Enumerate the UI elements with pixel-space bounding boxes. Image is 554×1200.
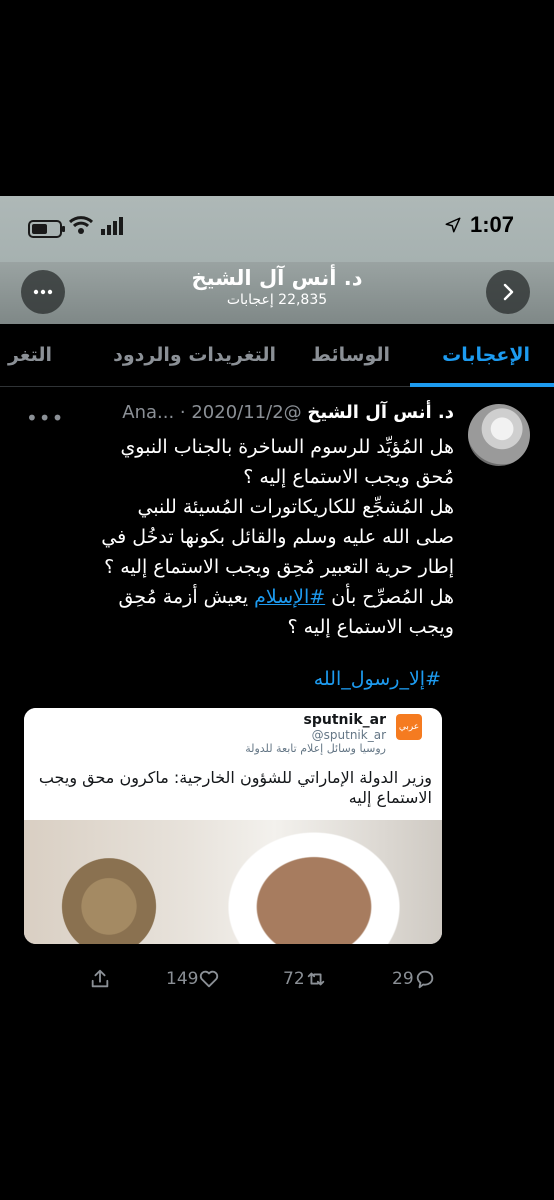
signal-icon	[100, 216, 124, 236]
tweet-date: · 2020/11/2	[179, 402, 284, 423]
tweet-more-icon[interactable]: •••	[26, 406, 65, 430]
tab-media[interactable]: الوسائط	[311, 344, 390, 366]
more-dots-icon	[33, 289, 53, 295]
active-tab-indicator	[410, 383, 554, 387]
tweet-line: صلى الله عليه وسلم والقائل بكونها تدخُل في	[101, 526, 454, 548]
state-media-label: روسيا وسائل إعلام تابعة للدولة	[245, 742, 386, 755]
avatar[interactable]	[468, 404, 530, 466]
tweet-line	[108, 582, 454, 612]
tweet-line: مُحق ويجب الاستماع إليه ؟	[243, 466, 454, 488]
profile-header	[0, 262, 554, 324]
news-photo	[24, 820, 442, 944]
tweet-line-part: هل المُصرِّح بأن	[325, 586, 454, 608]
status-bar	[0, 196, 554, 262]
more-options-button[interactable]	[21, 270, 65, 314]
tweet-actions	[0, 968, 554, 998]
quoted-name: sputnik_ar	[303, 712, 386, 728]
back-button[interactable]	[486, 270, 530, 314]
emblem-graphic	[54, 850, 164, 944]
tweet-handle: @Ana...	[122, 402, 302, 423]
quoted-header	[24, 708, 442, 768]
quoted-headline: وزير الدولة الإماراتي للشؤون الخارجية: ماكرون محق ويجب الاستماع إليه	[38, 768, 432, 807]
sputnik-logo: عربي	[396, 714, 422, 740]
like-button[interactable]	[166, 968, 220, 990]
tweet-line: ويجب الاستماع إليه ؟	[287, 616, 454, 638]
tab-tweets[interactable]: التغر	[8, 344, 52, 366]
status-time: 1:07	[469, 212, 514, 237]
tweet-line: إطار حرية التعبير مُحِق ويجب الاستماع إليه ؟	[104, 556, 454, 578]
hashtag-islam-link[interactable]: #الإسلام	[254, 586, 326, 608]
tweet-meta	[122, 402, 454, 423]
share-button[interactable]	[89, 968, 111, 990]
quoted-media-card[interactable]	[24, 708, 442, 944]
retweet-icon	[305, 968, 327, 990]
person-graphic	[214, 820, 414, 944]
tweet-line-part: يعيش أزمة مُحِق	[118, 586, 255, 608]
profile-name: د. أنس آل الشيخ	[191, 266, 363, 290]
retweet-count: 72	[283, 969, 305, 989]
reply-count: 29	[392, 969, 414, 989]
tweet-author[interactable]: د. أنس آل الشيخ	[307, 402, 454, 423]
chevron-right-icon	[501, 283, 515, 301]
tab-tweets-replies[interactable]: التغريدات والردود	[113, 344, 276, 366]
location-arrow-icon	[444, 216, 462, 234]
tweet-line: هل المُؤيِّد للرسوم الساخرة بالجناب النبوي	[120, 436, 454, 458]
battery-icon	[28, 220, 62, 238]
hashtag-link[interactable]: #إلا_رسول_الله	[313, 668, 441, 690]
tweet-line: هل المُشجِّع للكاريكاتورات المُسيئة للنبي	[137, 496, 454, 518]
reply-icon	[414, 968, 436, 990]
retweet-button[interactable]	[283, 968, 327, 990]
like-count: 149	[166, 969, 199, 989]
quoted-handle: @sputnik_ar	[311, 728, 386, 742]
wifi-icon	[68, 214, 94, 236]
share-icon	[89, 968, 111, 990]
profile-tabs	[0, 324, 554, 387]
reply-button[interactable]	[392, 968, 436, 990]
heart-icon	[198, 968, 220, 990]
black-top-area	[0, 0, 554, 196]
likes-count: 22,835 إعجابات	[226, 292, 328, 308]
tweet-text	[101, 432, 454, 642]
tab-likes[interactable]: الإعجابات	[442, 344, 530, 366]
